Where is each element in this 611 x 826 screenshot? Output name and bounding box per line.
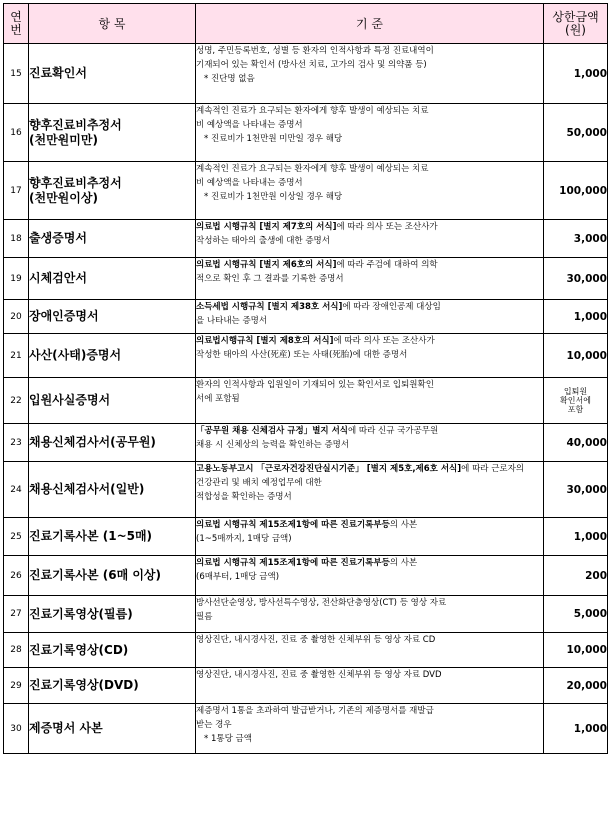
table-row (4, 424, 608, 462)
table-row (4, 258, 608, 300)
standard-bold-reference: 의료법시행규칙 [별지 제8호의 서식] (196, 336, 334, 346)
row-price: 100,000 (544, 162, 608, 220)
table-row (4, 378, 608, 424)
row-price: 40,000 (544, 424, 608, 462)
row-standard (196, 596, 544, 633)
table-row (4, 220, 608, 258)
row-standard (196, 633, 544, 668)
row-standard (196, 518, 544, 556)
standard-text: 고용노동부고시 「근로자건강진단실시기준」 [별지 제5호,제6호 서식]에 따라 근로자의 건강관리 및 배치 예정업무에 대한 적합성을 확인하는 증명서 (196, 464, 525, 502)
row-number: 19 (4, 258, 29, 300)
row-number: 26 (4, 556, 29, 596)
row-item: 진료기록영상(DVD) (29, 668, 196, 704)
row-price: 3,000 (544, 220, 608, 258)
row-standard (196, 44, 544, 104)
standard-text: 의료법 시행규칙 제15조제1항에 따른 진료기록부등의 사본 (6매부터, 1매당 금액) (196, 558, 418, 582)
header-no (4, 4, 29, 44)
row-price: 입퇴원 확인서에 포함 (544, 378, 608, 424)
row-number: 28 (4, 633, 29, 668)
row-item: 채용신체검사서(일반) (29, 462, 196, 518)
table-row (4, 556, 608, 596)
row-standard (196, 424, 544, 462)
row-price: 1,000 (544, 44, 608, 104)
row-number: 29 (4, 668, 29, 704)
row-standard (196, 104, 544, 162)
row-price: 10,000 (544, 334, 608, 378)
row-item: 입원사실증명서 (29, 378, 196, 424)
standard-text: 의료법시행규칙 [별지 제8호의 서식]에 따라 의사 또는 조산사가 작성한 태아의 사산(死産) 또는 사태(死胎)에 대한 증명서 (196, 336, 435, 360)
standard-text: 성명, 주민등록번호, 성별 등 환자의 인적사항과 특정 진료내역이 기재되어 있는 확인서 (방사선 치료, 고가의 검사 및 의약품 등) (196, 46, 434, 70)
row-price: 30,000 (544, 462, 608, 518)
standard-text: 제증명서 1통을 초과하여 발급받거나, 기존의 제증명서를 재발급 받는 경우 (196, 706, 434, 730)
row-number: 16 (4, 104, 29, 162)
standard-text: 「공무원 채용 신체검사 규정」별지 서식에 따라 신규 국가공무원 채용 시 신체상의 능력을 확인하는 증명서 (196, 426, 439, 450)
standard-text: 의료법 시행규칙 [별지 제7호의 서식]에 따라 의사 또는 조산사가 작성하는 태아의 출생에 대한 증명서 (196, 222, 438, 246)
row-item: 출생증명서 (29, 220, 196, 258)
header-price (544, 4, 608, 44)
standard-bold-reference: 「공무원 채용 신체검사 규정」별지 서식 (196, 426, 349, 436)
row-price: 30,000 (544, 258, 608, 300)
row-standard (196, 334, 544, 378)
header-row (4, 4, 608, 44)
row-price: 50,000 (544, 104, 608, 162)
row-item: 진료기록사본 (1~5매) (29, 518, 196, 556)
table-row (4, 462, 608, 518)
row-number: 20 (4, 300, 29, 334)
table-row (4, 704, 608, 754)
row-standard (196, 668, 544, 704)
row-number: 18 (4, 220, 29, 258)
header-standard: 기 준 (196, 4, 544, 44)
row-number: 24 (4, 462, 29, 518)
row-price: 5,000 (544, 596, 608, 633)
row-number: 15 (4, 44, 29, 104)
row-item: 향후진료비추정서 (천만원이상) (29, 162, 196, 220)
row-number: 21 (4, 334, 29, 378)
header-item: 항 목 (29, 4, 196, 44)
row-item: 진료기록영상(필름) (29, 596, 196, 633)
row-standard (196, 220, 544, 258)
fee-table (3, 3, 608, 754)
row-number: 27 (4, 596, 29, 633)
row-number: 23 (4, 424, 29, 462)
row-price: 10,000 (544, 633, 608, 668)
row-item: 장애인증명서 (29, 300, 196, 334)
standard-text: 의료법 시행규칙 제15조제1항에 따른 진료기록부등의 사본 (1~5매까지, 1매당 금액) (196, 520, 418, 544)
row-number: 22 (4, 378, 29, 424)
row-standard (196, 162, 544, 220)
standard-note: * 진료비가 1천만원 이상일 경우 해당 (204, 192, 343, 202)
standard-note: * 진료비가 1천만원 미만일 경우 해당 (204, 134, 343, 144)
row-price: 200 (544, 556, 608, 596)
row-standard (196, 704, 544, 754)
standard-text: 영상진단, 내시경사진, 진료 중 촬영한 신체부위 등 영상 자료 DVD (196, 670, 442, 680)
standard-note: * 1통당 금액 (204, 734, 252, 744)
row-price: 1,000 (544, 518, 608, 556)
standard-bold-reference: 의료법 시행규칙 [별지 제7호의 서식] (196, 222, 337, 232)
standard-text: 영상진단, 내시경사진, 진료 중 촬영한 신체부위 등 영상 자료 CD (196, 635, 436, 645)
row-standard (196, 258, 544, 300)
table-row (4, 596, 608, 633)
row-item: 채용신체검사서(공무원) (29, 424, 196, 462)
standard-text: 방사선단순영상, 방사선특수영상, 전산화단층영상(CT) 등 영상 자료 필름 (196, 598, 447, 622)
row-number: 25 (4, 518, 29, 556)
row-standard (196, 462, 544, 518)
table-row (4, 668, 608, 704)
row-item: 진료확인서 (29, 44, 196, 104)
row-price: 20,000 (544, 668, 608, 704)
row-number: 30 (4, 704, 29, 754)
row-item: 향후진료비추정서 (천만원미만) (29, 104, 196, 162)
row-standard (196, 556, 544, 596)
row-price: 1,000 (544, 704, 608, 754)
header-price-text: 상한금액 (원) (552, 9, 599, 37)
table-row (4, 162, 608, 220)
row-item: 사산(사태)증명서 (29, 334, 196, 378)
standard-text: 계속적인 진료가 요구되는 환자에게 향후 발생이 예상되는 치료 비 예상액을 나타내는 증명서 (196, 164, 429, 188)
table-row (4, 633, 608, 668)
standard-text: 계속적인 진료가 요구되는 환자에게 향후 발생이 예상되는 치료 비 예상액을 나타내는 증명서 (196, 106, 429, 130)
table-row (4, 104, 608, 162)
row-number: 17 (4, 162, 29, 220)
standard-bold-reference: 고용노동부고시 「근로자건강진단실시기준」 [별지 제5호,제6호 서식] (196, 464, 462, 474)
header-no-text: 연 번 (10, 9, 22, 37)
row-item: 제증명서 사본 (29, 704, 196, 754)
table-row (4, 518, 608, 556)
table-row (4, 300, 608, 334)
standard-note: * 진단명 없음 (204, 74, 255, 84)
table-row (4, 334, 608, 378)
row-price: 1,000 (544, 300, 608, 334)
standard-bold-reference: 의료법 시행규칙 제15조제1항에 따른 진료기록부등 (196, 520, 390, 530)
row-item: 시체검안서 (29, 258, 196, 300)
row-item: 진료기록사본 (6매 이상) (29, 556, 196, 596)
row-standard (196, 378, 544, 424)
standard-bold-reference: 소득세법 시행규칙 [별지 제38호 서식] (196, 302, 343, 312)
standard-bold-reference: 의료법 시행규칙 [별지 제6호의 서식] (196, 260, 337, 270)
standard-text: 환자의 인적사항과 입원일이 기재되어 있는 확인서로 입퇴원확인 서에 포함됨 (196, 380, 434, 404)
standard-text: 소득세법 시행규칙 [별지 제38호 서식]에 따라 장애인공제 대상임 을 나타내는 증명서 (196, 302, 441, 326)
standard-bold-reference: 의료법 시행규칙 제15조제1항에 따른 진료기록부등 (196, 558, 390, 568)
row-item: 진료기록영상(CD) (29, 633, 196, 668)
table-row (4, 44, 608, 104)
row-standard (196, 300, 544, 334)
standard-text: 의료법 시행규칙 [별지 제6호의 서식]에 따라 주검에 대하여 의학 적으로 확인 후 그 결과를 기록한 증명서 (196, 260, 438, 284)
